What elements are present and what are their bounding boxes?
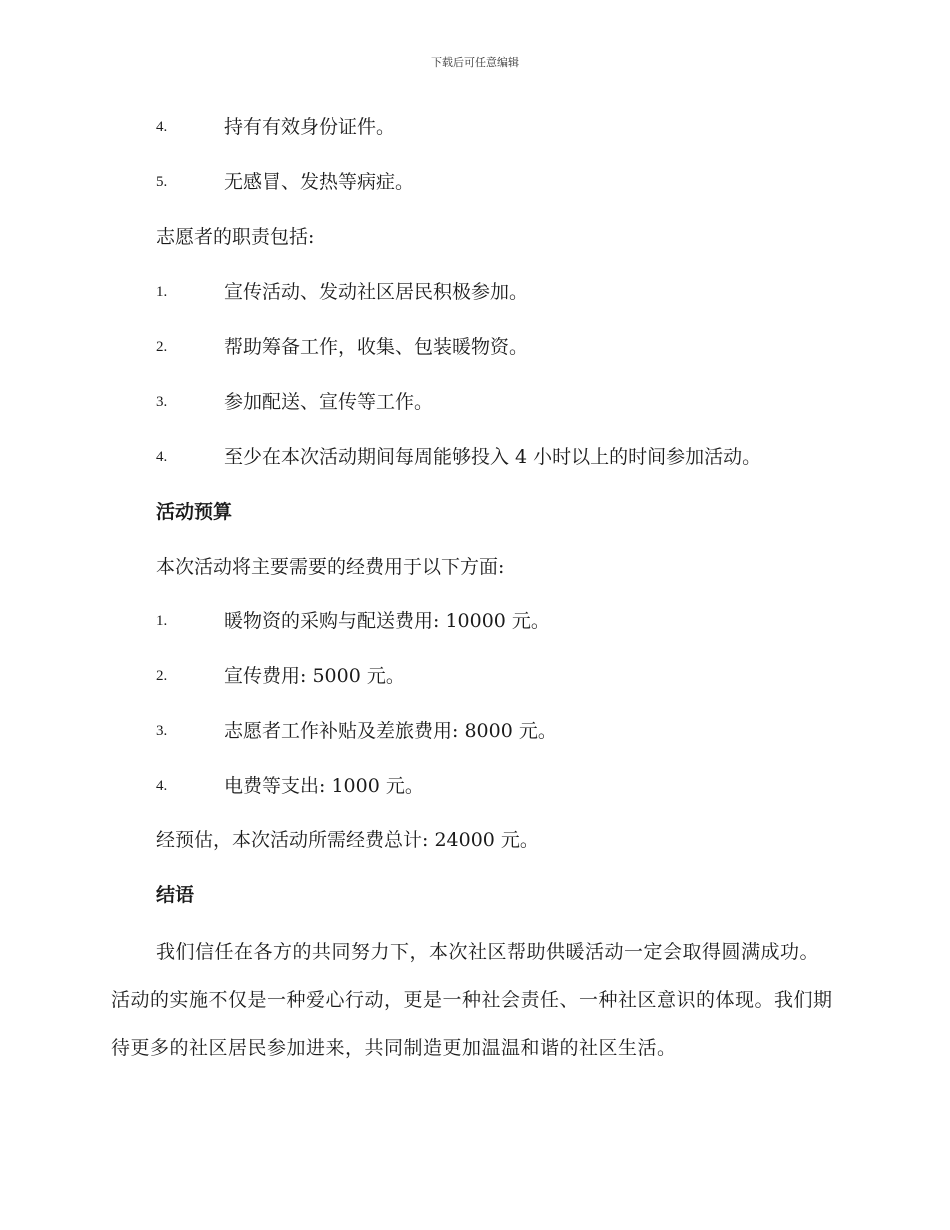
- list-item-number: 2.: [156, 668, 168, 684]
- budget-total: [0, 825, 950, 855]
- list-item: [0, 771, 950, 801]
- budget-heading: 活动预算: [156, 501, 233, 523]
- budget-intro-text: 本次活动将主要需要的经费用于以下方面:: [156, 556, 505, 578]
- budget-intro: [0, 552, 950, 582]
- list-item-text: 无感冒、发热等病症。: [224, 171, 415, 193]
- list-item: [0, 606, 950, 636]
- duties-intro-text: 志愿者的职责包括:: [156, 226, 315, 248]
- list-item-number: 3.: [156, 394, 168, 410]
- budget-total-text: 经预估，本次活动所需经费总计: 24000 元。: [156, 829, 539, 851]
- list-item-number: 4.: [156, 449, 168, 465]
- list-item-text: 持有有效身份证件。: [224, 116, 396, 138]
- list-item-number: 4.: [156, 778, 168, 794]
- list-item-text: 暖物资的采购与配送费用: 10000 元。: [224, 610, 550, 632]
- conclusion-paragraph: 我们信任在各方的共同努力下，本次社区帮助供暖活动一定会取得圆满成功。活动的实施不仅是一种爱心行动，更是一种社会责任、一种社区意识的体现。我们期待更多的社区居民参加进来，共同制造更加温温和谐的社区生活。: [111, 941, 833, 1059]
- list-item: [0, 661, 950, 691]
- section-heading-conclusion: [0, 880, 950, 910]
- list-item: [0, 332, 950, 362]
- list-item-text: 至少在本次活动期间每周能够投入 4 小时以上的时间参加活动。: [224, 446, 762, 468]
- list-item-number: 3.: [156, 723, 168, 739]
- list-item-number: 1.: [156, 613, 168, 629]
- list-item: [0, 387, 950, 417]
- list-item-text: 宣传活动、发动社区居民积极参加。: [224, 281, 529, 303]
- list-item: [0, 277, 950, 307]
- list-item-text: 电费等支出: 1000 元。: [224, 775, 424, 797]
- page-header: 下载后可任意编辑: [431, 56, 519, 69]
- conclusion-heading: 结语: [156, 884, 195, 906]
- list-item: [0, 167, 950, 197]
- list-item: [0, 716, 950, 746]
- list-item-number: 1.: [156, 284, 168, 300]
- list-item-number: 2.: [156, 339, 168, 355]
- list-item: [0, 112, 950, 142]
- list-item-text: 参加配送、宣传等工作。: [224, 391, 434, 413]
- duties-intro: [0, 222, 950, 252]
- list-item-text: 帮助筹备工作，收集、包装暖物资。: [224, 336, 529, 358]
- list-item: [0, 442, 950, 472]
- list-item-number: 5.: [156, 174, 168, 190]
- section-heading-budget: [0, 497, 950, 527]
- list-item-text: 志愿者工作补贴及差旅费用: 8000 元。: [224, 720, 557, 742]
- list-item-text: 宣传费用: 5000 元。: [224, 665, 405, 687]
- list-item-number: 4.: [156, 119, 168, 135]
